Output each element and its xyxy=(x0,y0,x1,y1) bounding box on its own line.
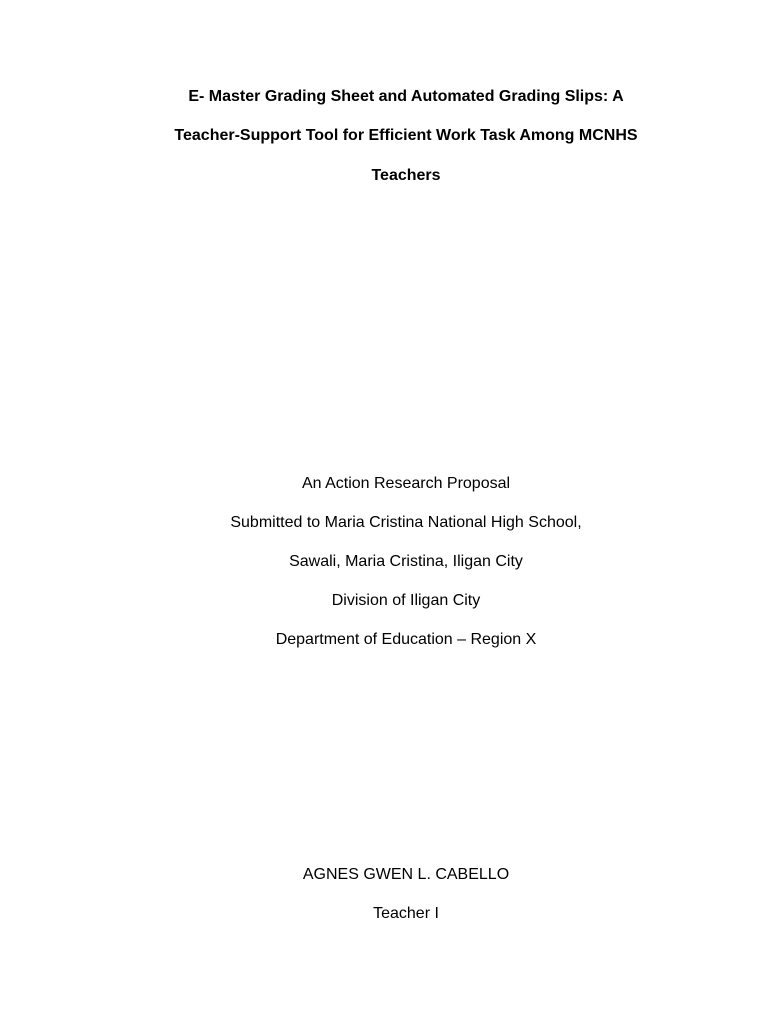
title-line-2: Teacher-Support Tool for Efficient Work Task Among MCNHS xyxy=(174,127,638,144)
title-line-1: E- Master Grading Sheet and Automated Grading Slips: A xyxy=(188,88,624,105)
title-line-3: Teachers xyxy=(371,167,441,184)
proposal-type: An Action Research Proposal xyxy=(301,475,511,492)
author-position: Teacher I xyxy=(373,905,439,922)
department: Department of Education – Region X xyxy=(275,631,537,648)
submitted-to: Submitted to Maria Cristina National High School, xyxy=(230,514,582,531)
author-name: AGNES GWEN L. CABELLO xyxy=(302,866,510,883)
division: Division of Iligan City xyxy=(331,592,481,609)
school-address: Sawali, Maria Cristina, Iligan City xyxy=(289,553,523,570)
